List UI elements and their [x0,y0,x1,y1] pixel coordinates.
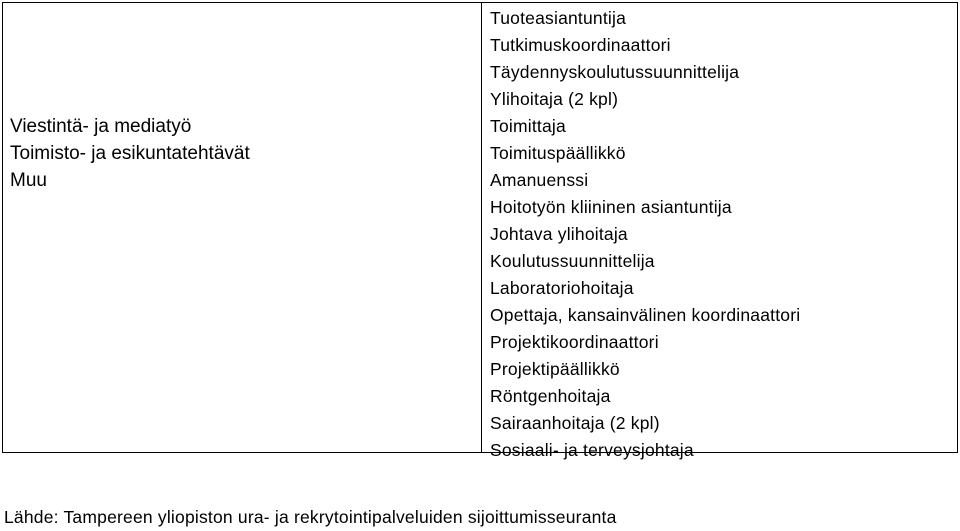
job-title: Sosiaali- ja terveysjohtaja [490,440,694,460]
category-cell [10,113,476,194]
job-titles-cell [490,5,952,464]
table-right-border [957,2,958,453]
job-title: Hoitotyön kliininen asiantuntija [490,197,732,217]
job-title: Toimituspäällikkö [490,143,626,163]
job-title: Amanuenssi [490,170,589,190]
category-label: Muu [10,170,47,191]
job-title: Röntgenhoitaja [490,386,611,406]
job-title: Täydennyskoulutussuunnittelija [490,62,740,82]
job-title: Ylihoitaja (2 kpl) [490,89,619,109]
category-label: Toimisto- ja esikuntatehtävät [10,143,250,164]
job-title: Laboratoriohoitaja [490,278,634,298]
job-title: Sairaanhoitaja (2 kpl) [490,413,660,433]
job-title-table [0,1,960,460]
job-title: Johtava ylihoitaja [490,224,628,244]
job-title: Tutkimuskoordinaattori [490,35,671,55]
category-label: Viestintä- ja mediatyö [10,116,192,137]
table-column-divider [481,2,482,453]
job-title: Toimittaja [490,116,566,136]
job-title: Tuoteasiantuntija [490,8,627,28]
job-title: Opettaja, kansainvälinen koordinaattori [490,305,801,325]
table-top-border [2,2,958,3]
source-note: Lähde: Tampereen yliopiston ura- ja rekrytointipalveluiden sijoittumisseuranta [4,507,617,527]
job-title: Projektipäällikkö [490,359,620,379]
table-left-border [2,2,3,453]
job-title: Koulutussuunnittelija [490,251,655,271]
job-title: Projektikoordinaattori [490,332,659,352]
